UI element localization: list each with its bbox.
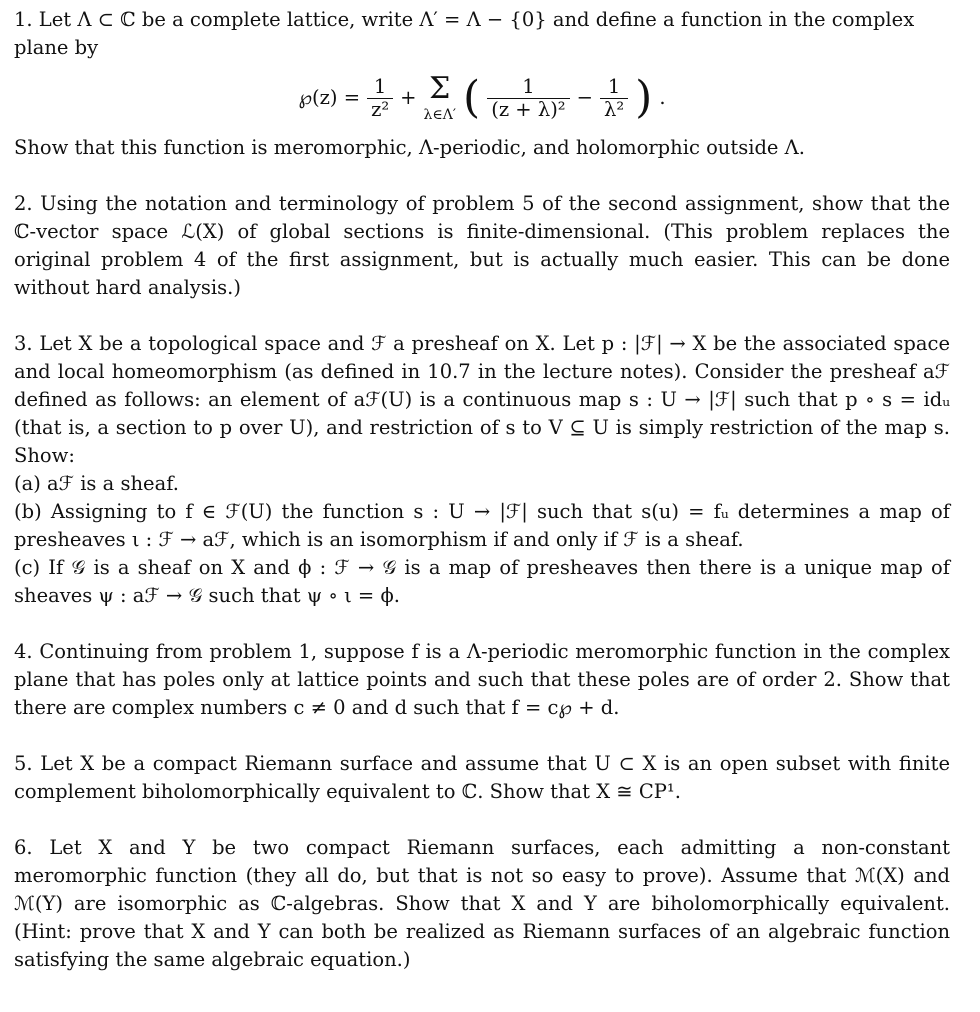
open-paren: (	[463, 72, 481, 123]
problem-1	[14, 6, 950, 162]
summation	[424, 72, 457, 124]
problem-5-text: 5. Let X be a compact Riemann surface and assume that U ⊂ X is an open subset with finite complement biholomorphically equivalent to ℂ. Show that X ≅ CP¹.	[14, 752, 950, 803]
fraction-denominator: (z + λ)²	[487, 98, 569, 121]
close-paren: )	[635, 72, 653, 123]
problem-6-text: 6. Let X and Y be two compact Riemann surfaces, each admitting a non-constant meromorphic function (they all do, but that is not so easy to prove). Assume that ℳ(X) and ℳ(Y) are isomorphic as ℂ-algebras. Show that X and Y are biholomorphically equivalent. (Hint: prove that X and Y can both be realized as Riemann surfaces of an algebraic function satisfying the same algebraic equation.)	[14, 836, 950, 971]
problem-5	[14, 750, 950, 806]
problem-3	[14, 330, 950, 610]
fraction-numerator: 1	[607, 74, 621, 98]
problem-2-text: 2. Using the notation and terminology of problem 5 of the second assignment, show that the ℂ-vector space ℒ(X) of global sections is finite-dimensional. (This problem replaces the original problem 4 of the first assignment, but is actually much easier. This can be done without hard analysis.)	[14, 192, 950, 299]
problem-3-part-b: (b) Assigning to f ∈ ℱ(U) the function s : U → |ℱ| such that s(u) = fᵤ determines a map of presheaves ι : ℱ → aℱ, which is an isomorphism if and only if ℱ is a sheaf.	[14, 500, 950, 551]
fraction-denominator: λ²	[600, 98, 628, 121]
problem-3-part-a: (a) aℱ is a sheaf.	[14, 472, 179, 495]
problem-2	[14, 190, 950, 302]
fraction-one-over-z-plus-lambda-squared	[487, 76, 569, 121]
summation-symbol: Σ	[429, 71, 451, 106]
plus-sign: +	[400, 86, 417, 109]
fraction-numerator: 1	[522, 74, 535, 98]
problem-3-part-c: (c) If 𝒢 is a sheaf on X and ϕ : ℱ → 𝒢 is a map of presheaves then there is a unique map of sheaves ψ : aℱ → 𝒢 such that ψ ∘ ι = ϕ.	[14, 556, 950, 607]
problem-4	[14, 638, 950, 722]
problem-6	[14, 834, 950, 974]
problem-1-conclusion: Show that this function is meromorphic, Λ-periodic, and holomorphic outside Λ.	[14, 136, 805, 159]
minus-sign: −	[576, 86, 593, 109]
fraction-denominator: z²	[367, 98, 393, 121]
fraction-numerator: 1	[373, 74, 387, 98]
fraction-one-over-lambda-squared	[600, 76, 628, 121]
problem-1-line-1: 1. Let Λ ⊂ ℂ be a complete lattice, write Λ′ = Λ − {0} and define a function in the complex	[14, 8, 915, 31]
equation-lhs: ℘(z) =	[298, 86, 361, 109]
fraction-one-over-z-squared	[367, 76, 393, 121]
problem-1-line-2: plane by	[14, 36, 99, 59]
summation-limit: λ∈Λ′	[423, 107, 457, 123]
equation-period: .	[659, 86, 666, 109]
weierstrass-equation	[14, 62, 950, 134]
problem-3-text: 3. Let X be a topological space and ℱ a presheaf on X. Let p : |ℱ| → X be the associated space and local homeomorphism (as defined in 10.7 in the lecture notes). Consider the presheaf aℱ defined as follows: an element of aℱ(U) is a continuous map s : U → |ℱ| such that p ∘ s = idᵤ (that is, a section to p over U), and restriction of s to V ⊆ U is simply restriction of the map s. Show:	[14, 332, 950, 467]
problem-4-text: 4. Continuing from problem 1, suppose f is a Λ-periodic meromorphic function in the complex plane that has poles only at lattice points and such that these poles are of order 2. Show that there are complex numbers c ≠ 0 and d such that f = c℘ + d.	[14, 640, 950, 719]
